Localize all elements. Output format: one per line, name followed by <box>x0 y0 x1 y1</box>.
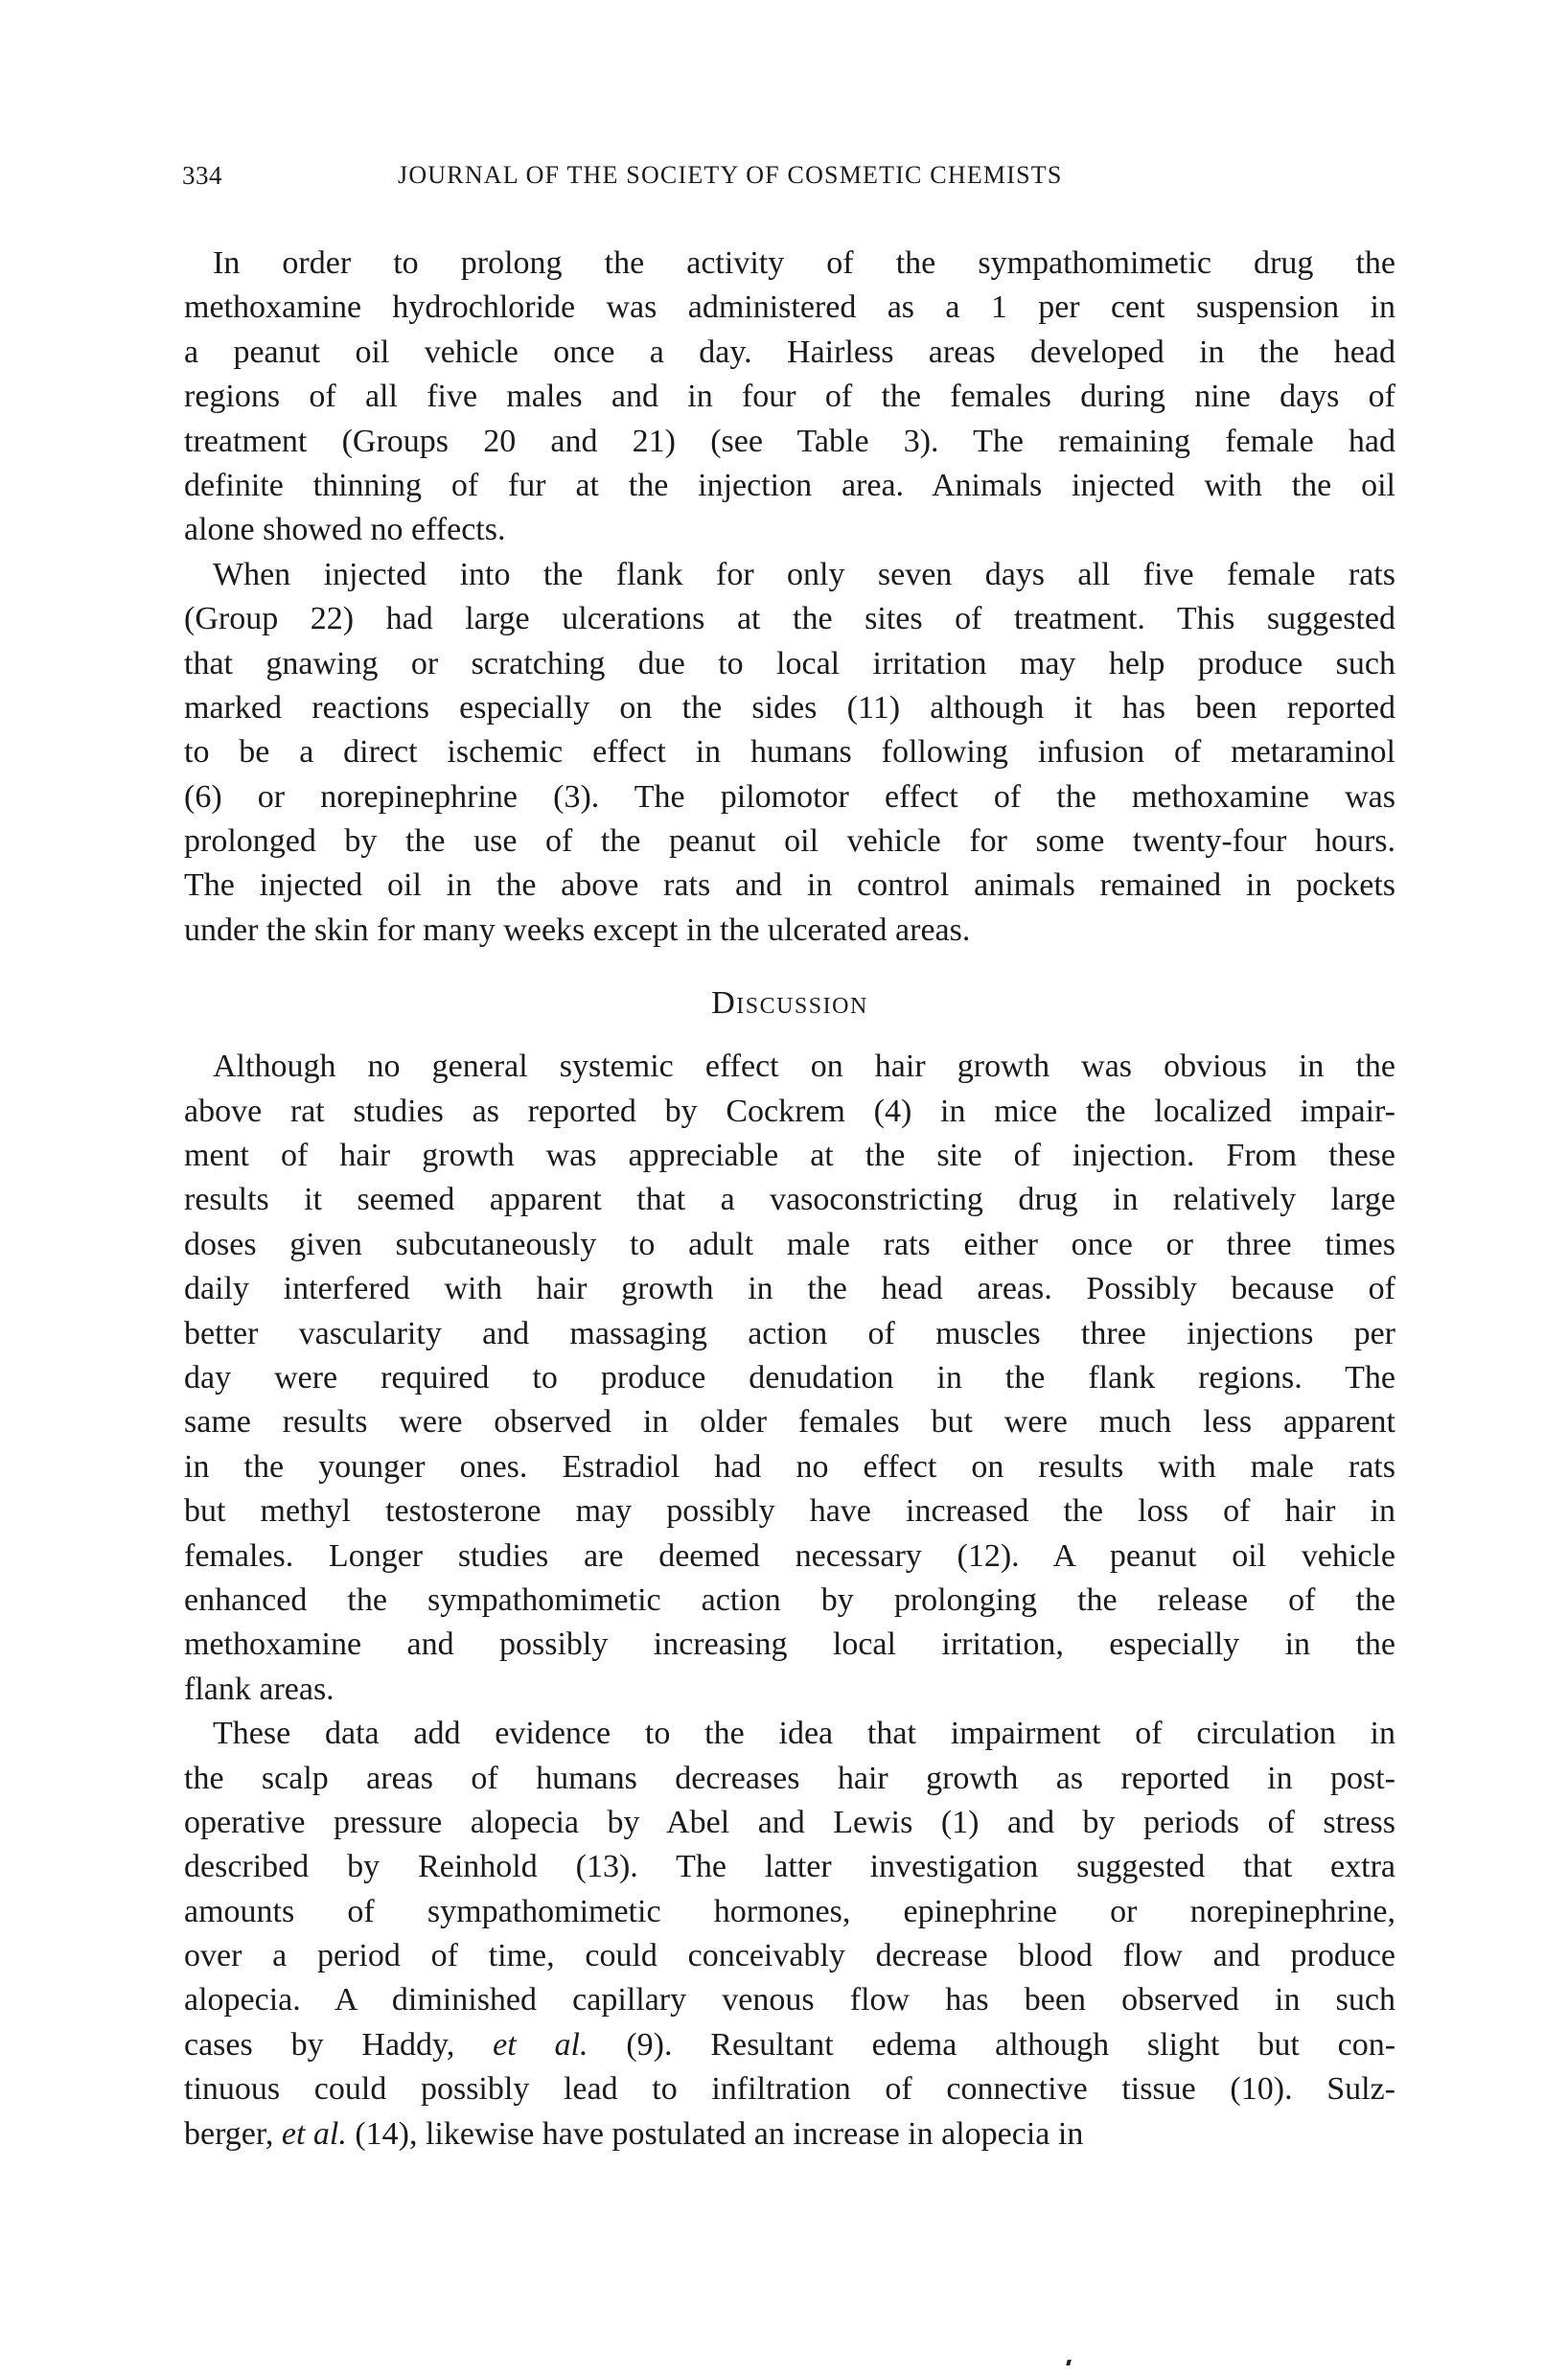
text-line: a peanut oil vehicle once a day. Hairless areas developed in the head <box>184 334 1395 370</box>
text-line: regions of all five males and in four of the females during nine days of <box>184 379 1395 415</box>
text-line <box>184 2067 1395 2111</box>
text-line: results it seemed apparent that a vasoconstricting drug in relatively large <box>184 1182 1395 1218</box>
text-segment: (9). Resultant edema although slight but con- <box>588 2026 1396 2063</box>
text-line: methoxamine and possibly increasing local irritation, especially in the <box>184 1626 1395 1663</box>
article-body <box>184 242 1395 2157</box>
text-line: alone showed no effects. <box>184 512 506 548</box>
text-line: above rat studies as reported by Cockrem (4) in mice the localized impair- <box>184 1093 1395 1129</box>
text-segment: (14), likewise have postulated an increase in alopecia in <box>346 2115 1084 2152</box>
text-line: daily interfered with hair growth in the head areas. Possibly because of <box>184 1271 1395 1307</box>
text-line: amounts of sympathomimetic hormones, epinephrine or norepinephrine, <box>184 1893 1395 1929</box>
text-line: (Group 22) had large ulcerations at the sites of treatment. This suggested <box>184 601 1395 637</box>
text-line: These data add evidence to the idea that impairment of circulation in <box>213 1716 1395 1752</box>
text-line: day were required to produce denudation in the flank regions. The <box>184 1359 1395 1396</box>
text-line: Although no general systemic effect on hair growth was obvious in the <box>213 1049 1395 1085</box>
text-line: methoxamine hydrochloride was administered as a 1 per cent suspension in <box>184 289 1395 326</box>
text-line: described by Reinhold (13). The latter investigation suggested that extra <box>184 1849 1395 1885</box>
section-heading-discussion: Discussion <box>711 985 868 1022</box>
text-segment: berger, <box>184 2115 282 2152</box>
text-line: When injected into the flank for only seven days all five female rats <box>213 556 1395 592</box>
scan-speck <box>1066 2360 1072 2365</box>
text-line: females. Longer studies are deemed necessary (12). A peanut oil vehicle <box>184 1537 1395 1574</box>
paragraph-methoxamine-oil <box>184 242 1395 553</box>
text-line: In order to prolong the activity of the sympathomimetic drug the <box>213 245 1395 281</box>
text-line: alopecia. A diminished capillary venous flow has been observed in such <box>184 1982 1395 2018</box>
text-line: that gnawing or scratching due to local irritation may help produce such <box>184 645 1395 681</box>
text-line: treatment (Groups 20 and 21) (see Table 3). The remaining female had <box>184 423 1395 459</box>
italic-citation: et al. <box>281 2115 347 2152</box>
text-line: (6) or norepinephrine (3). The pilomotor effect of the methoxamine was <box>184 778 1395 815</box>
text-line: under the skin for many weeks except in the ulcerated areas. <box>184 911 971 948</box>
text-line: The injected oil in the above rats and in control animals remained in pockets <box>184 867 1395 904</box>
text-segment: tinuous could possibly lead to infiltration of connective tissue (10). Sulz- <box>184 2071 1395 2108</box>
text-segment: cases by Haddy, <box>184 2026 494 2063</box>
paragraph-discussion-2 <box>184 1712 1395 2157</box>
italic-citation: et al. <box>493 2026 588 2063</box>
text-line: but methyl testosterone may possibly have increased the loss of hair in <box>184 1493 1395 1530</box>
text-line: flank areas. <box>184 1671 334 1707</box>
running-head: JOURNAL OF THE SOCIETY OF COSMETIC CHEMISTS <box>398 161 1063 189</box>
text-line <box>184 2112 1395 2157</box>
text-line: enhanced the sympathomimetic action by prolonging the release of the <box>184 1581 1395 1618</box>
paragraph-flank-injection <box>184 553 1395 954</box>
text-line: the scalp areas of humans decreases hair growth as reported in post- <box>184 1760 1395 1796</box>
text-line: better vascularity and massaging action of muscles three injections per <box>184 1315 1395 1351</box>
text-line: marked reactions especially on the sides (11) although it has been reported <box>184 689 1395 726</box>
text-line: to be a direct ischemic effect in humans following infusion of metaraminol <box>184 734 1395 771</box>
text-line: over a period of time, could conceivably decrease blood flow and produce <box>184 1938 1395 1974</box>
text-line: in the younger ones. Estradiol had no effect on results with male rats <box>184 1448 1395 1485</box>
text-line: prolonged by the use of the peanut oil vehicle for some twenty-four hours. <box>184 823 1395 860</box>
paragraph-discussion-1 <box>184 1045 1395 1712</box>
text-line: ment of hair growth was appreciable at the site of injection. From these <box>184 1138 1395 1174</box>
text-line <box>184 2023 1395 2067</box>
text-line: operative pressure alopecia by Abel and Lewis (1) and by periods of stress <box>184 1804 1395 1840</box>
page-number: 334 <box>182 161 222 190</box>
text-line: same results were observed in older females but were much less apparent <box>184 1404 1395 1441</box>
text-line: definite thinning of fur at the injection area. Animals injected with the oil <box>184 467 1395 503</box>
text-line: doses given subcutaneously to adult male rats either once or three times <box>184 1226 1395 1262</box>
